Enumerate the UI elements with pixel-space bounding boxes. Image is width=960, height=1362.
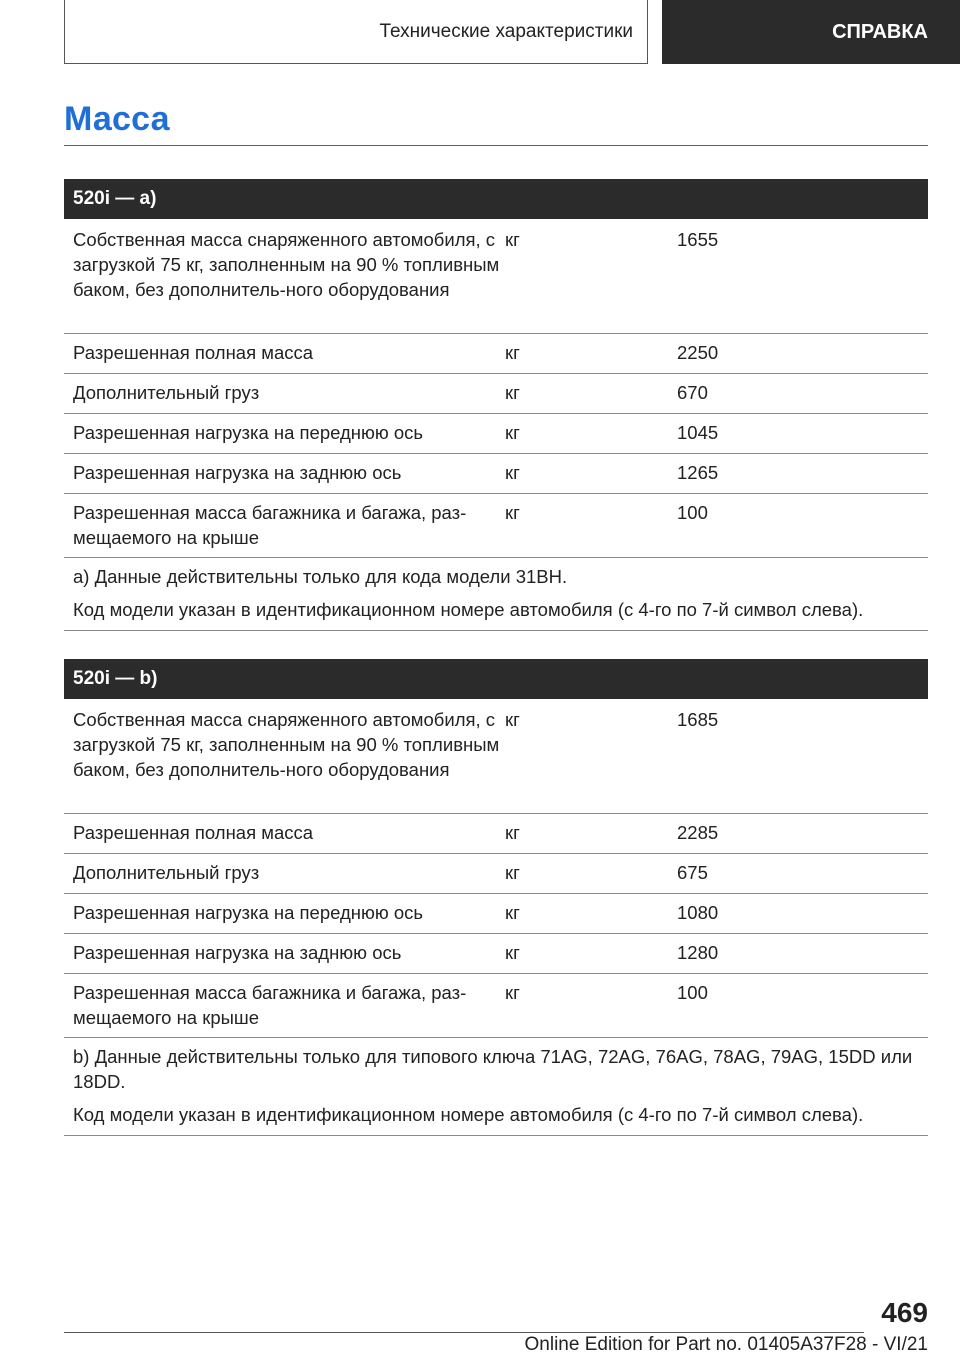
- row-label: Разрешенная полная масса: [73, 342, 314, 363]
- row-label: Разрешенная нагрузка на переднюю ось: [73, 422, 424, 443]
- row-label: Разрешенная полная масса: [73, 822, 314, 843]
- row-unit: кг: [505, 862, 520, 883]
- table-row: [64, 894, 928, 934]
- table-row: [64, 219, 928, 334]
- table-row: [64, 934, 928, 974]
- row-value: 2250: [677, 342, 719, 363]
- spec-table-a: [64, 179, 928, 631]
- table-row: [64, 414, 928, 454]
- row-label: Собственная масса снаряженного автомобиля, с загрузкой 75 кг, заполненным на 90 % топливным баком, без дополнитель-ного оборудования: [73, 709, 500, 780]
- page-number: 469: [881, 1297, 928, 1328]
- row-unit: кг: [505, 502, 520, 523]
- row-label: Разрешенная масса багажника и багажа, раз-мещаемого на крыше: [73, 502, 467, 548]
- footnote: a) Данные действительны только для кода модели 31BH.: [73, 566, 568, 587]
- row-label: Дополнительный груз: [73, 862, 260, 883]
- spec-table-b: [64, 659, 928, 1136]
- row-value: 100: [677, 982, 708, 1003]
- section-tab: [64, 0, 648, 64]
- row-value: 2285: [677, 822, 719, 843]
- row-value: 1080: [677, 902, 719, 923]
- table-row: [64, 454, 928, 494]
- row-value: 670: [677, 382, 708, 403]
- title-divider: [64, 145, 928, 146]
- footnote: Код модели указан в идентификационном номере автомобиля (с 4-го по 7-й символ слева).: [73, 599, 864, 620]
- chapter-tab: [662, 0, 960, 64]
- chapter-title: СПРАВКА: [832, 20, 928, 43]
- row-value: 100: [677, 502, 708, 523]
- edition-footer: Online Edition for Part no. 01405A37F28 - VI/21: [524, 1334, 928, 1355]
- table-row: [64, 814, 928, 854]
- row-unit: кг: [505, 382, 520, 403]
- table-row: [64, 854, 928, 894]
- row-unit: кг: [505, 822, 520, 843]
- row-label: Разрешенная нагрузка на заднюю ось: [73, 942, 402, 963]
- row-label: Дополнительный груз: [73, 382, 260, 403]
- table-footnotes: [64, 558, 928, 631]
- row-value: 1045: [677, 422, 719, 443]
- row-unit: кг: [505, 709, 520, 730]
- row-unit: кг: [505, 229, 520, 250]
- row-unit: кг: [505, 422, 520, 443]
- row-label: Разрешенная масса багажника и багажа, раз-мещаемого на крыше: [73, 982, 467, 1028]
- row-label: Разрешенная нагрузка на переднюю ось: [73, 902, 424, 923]
- table-row: [64, 494, 928, 558]
- table-row: [64, 374, 928, 414]
- row-unit: кг: [505, 942, 520, 963]
- row-unit: кг: [505, 462, 520, 483]
- row-unit: кг: [505, 982, 520, 1003]
- table-footnotes: [64, 1038, 928, 1136]
- table-row: [64, 334, 928, 374]
- table-heading: 520i — a): [64, 179, 928, 219]
- table-heading: 520i — b): [64, 659, 928, 699]
- table-row: [64, 974, 928, 1038]
- row-value: 1685: [677, 709, 719, 730]
- table-row: [64, 699, 928, 814]
- row-unit: кг: [505, 902, 520, 923]
- row-label: Собственная масса снаряженного автомобиля, с загрузкой 75 кг, заполненным на 90 % топливным баком, без дополнитель-ного оборудования: [73, 229, 500, 300]
- footnote: b) Данные действительны только для типового ключа 71AG, 72AG, 76AG, 78AG, 79AG, 15DD или 18DD.: [73, 1046, 913, 1092]
- row-value: 1280: [677, 942, 719, 963]
- row-label: Разрешенная нагрузка на заднюю ось: [73, 462, 402, 483]
- section-title: Технические характеристики: [379, 20, 633, 42]
- page-title: Масса: [64, 100, 170, 138]
- row-value: 1655: [677, 229, 719, 250]
- footnote: Код модели указан в идентификационном номере автомобиля (с 4-го по 7-й символ слева).: [73, 1104, 864, 1125]
- row-value: 675: [677, 862, 708, 883]
- row-unit: кг: [505, 342, 520, 363]
- row-value: 1265: [677, 462, 719, 483]
